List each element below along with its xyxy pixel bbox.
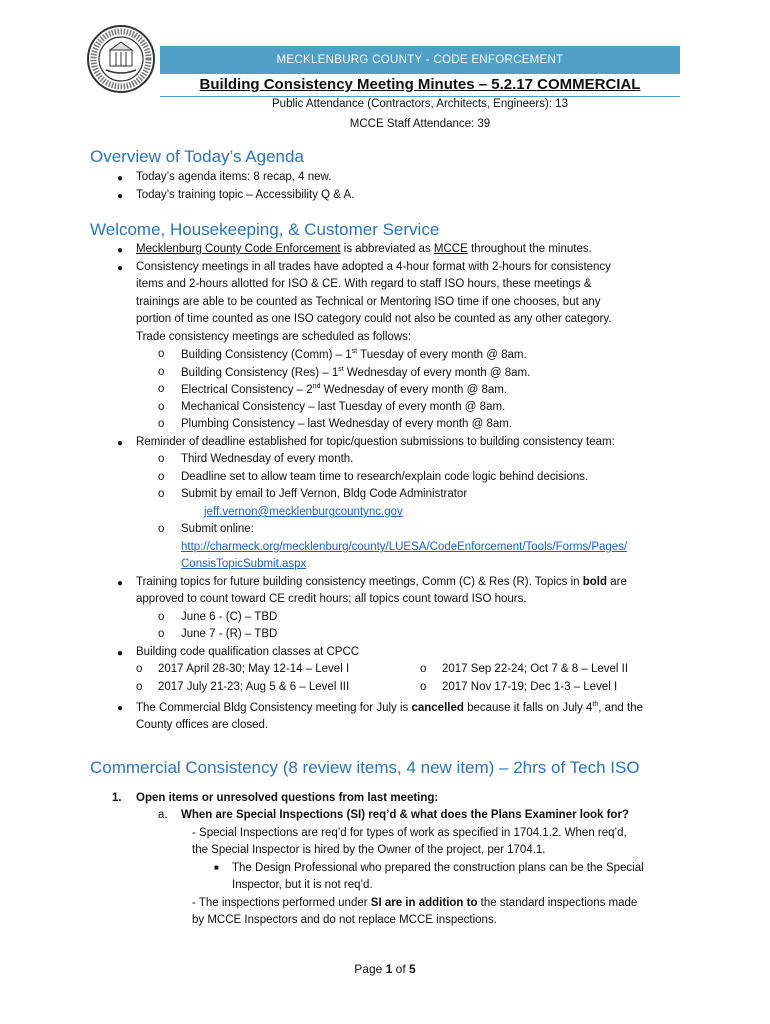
bullet-icon: ●: [117, 578, 124, 589]
answer-line: Inspector, but it is not req’d.: [232, 879, 373, 891]
page-footer: Page 1 of 5: [354, 962, 416, 976]
answer-line: The Design Professional who prepared the construction plans can be the Special: [232, 862, 644, 874]
sub-bullet-icon: o: [136, 681, 143, 693]
july-cancellation-text: County offices are closed.: [136, 719, 269, 731]
paragraph-line: Consistency meetings in all trades have adopted a 4-hour format with 2-hours for consistency: [136, 261, 611, 273]
class-item: 2017 Sep 22-24; Oct 7 & 8 – Level II: [442, 663, 629, 675]
paragraph-line: Trade consistency meetings are scheduled as follows:: [136, 331, 412, 343]
sub-bullet-icon: o: [420, 681, 427, 693]
county-seal-logo: [86, 24, 156, 94]
answer-line: - Special Inspections are req’d for types of work as specified in 1704.1.2. When req’d,: [192, 827, 627, 839]
answer-line: the Special Inspector is hired by the Owner of the project, per 1704.1.: [192, 844, 546, 856]
public-attendance: Public Attendance (Contractors, Architects, Engineers): 13: [272, 98, 568, 110]
schedule-item: Electrical Consistency – 2nd Wednesday of every month @ 8am.: [181, 383, 508, 396]
answer-line: - The inspections performed under SI are in addition to the standard inspections made: [192, 897, 638, 909]
submission-url-link[interactable]: http://charmeck.org/mecklenburg/county/LUESA/CodeEnforcement/Tools/Forms/Pages/: [181, 541, 628, 553]
sub-bullet-icon: o: [158, 401, 165, 413]
class-item: 2017 April 28-30; May 12-14 – Level I: [158, 663, 350, 675]
mcce-abbreviation-text: Mecklenburg County Code Enforcement is abbreviated as MCCE throughout the minutes.: [136, 243, 592, 255]
welcome-heading: Welcome, Housekeeping, & Customer Service: [90, 220, 440, 239]
header-banner: MECKLENBURG COUNTY - CODE ENFORCEMENT: [160, 46, 680, 74]
item-letter: a.: [158, 809, 168, 821]
sub-bullet-icon: o: [158, 628, 165, 640]
bullet-icon: ●: [117, 173, 124, 184]
sub-bullet-icon: o: [158, 383, 165, 395]
schedule-item: Building Consistency (Res) – 1st Wednesday of every month @ 8am.: [181, 366, 531, 379]
paragraph-line: portion of time counted as one ISO category could not also be counted as any other category.: [136, 313, 612, 325]
submit-online-label: Submit online:: [181, 523, 254, 535]
deadline-item: Deadline set to allow team time to research/explain code logic behind decisions.: [181, 471, 589, 483]
sub-bullet-icon: o: [136, 663, 143, 675]
bullet-icon: ●: [117, 263, 124, 274]
bullet-icon: ●: [117, 703, 124, 714]
july-cancellation-text: The Commercial Bldg Consistency meeting for July is cancelled because it falls on July 4th, and the: [136, 701, 643, 714]
sub-bullet-icon: o: [158, 453, 165, 465]
email-link[interactable]: jeff.vernon@mecklenburgcountync.gov: [204, 506, 403, 518]
bullet-icon: ●: [117, 191, 124, 202]
bullet-icon: ●: [117, 245, 124, 256]
title-divider: [160, 96, 680, 97]
deadline-reminder: Reminder of deadline established for topic/question submissions to building consistency team:: [136, 436, 615, 448]
sub-bullet-icon: o: [158, 348, 165, 360]
training-topics-text: Training topics for future building consistency meetings, Comm (C) & Res (R). Topics in bold are: [136, 576, 627, 588]
bullet-icon: ●: [117, 438, 124, 449]
sub-bullet-icon: o: [158, 611, 165, 623]
bullet-icon: ●: [117, 648, 124, 659]
schedule-item: Plumbing Consistency – last Wednesday of every month @ 8am.: [181, 418, 513, 430]
paragraph-line: items and 2-hours allotted for ISO & CE. With regard to staff ISO hours, these meetings &: [136, 278, 592, 290]
deadline-item: Submit by email to Jeff Vernon, Bldg Code Administrator: [181, 488, 468, 500]
sub-bullet-icon: o: [420, 663, 427, 675]
paragraph-line: trainings are able to be counted as Technical or Mentoring ISO time if one chooses, but any: [136, 296, 601, 308]
training-topic-item: June 6 - (C) – TBD: [181, 611, 278, 623]
overview-item: Today’s training topic – Accessibility Q & A.: [136, 189, 355, 201]
commercial-heading: Commercial Consistency (8 review items, 4 new item) – 2hrs of Tech ISO: [90, 758, 640, 777]
sub-bullet-icon: o: [158, 418, 165, 430]
submission-url-link-continued[interactable]: ConsisTopicSubmit.aspx: [181, 558, 307, 570]
open-items-heading: Open items or unresolved questions from last meeting:: [136, 792, 439, 804]
overview-item: Today’s agenda items: 8 recap, 4 new.: [136, 171, 332, 183]
sub-bullet-icon: o: [158, 366, 165, 378]
class-item: 2017 Nov 17-19; Dec 1-3 – Level I: [442, 681, 618, 693]
item-number: 1.: [112, 792, 122, 804]
answer-line: by MCCE Inspectors and do not replace MCCE inspections.: [192, 914, 497, 926]
special-inspections-question: When are Special Inspections (SI) req’d & what does the Plans Examiner look for?: [181, 809, 629, 821]
schedule-item: Mechanical Consistency – last Tuesday of every month @ 8am.: [181, 401, 506, 413]
deadline-item: Third Wednesday of every month.: [181, 453, 354, 465]
sub-bullet-icon: o: [158, 523, 165, 535]
cpcc-classes-text: Building code qualification classes at CPCC: [136, 646, 360, 658]
overview-heading: Overview of Today’s Agenda: [90, 147, 304, 166]
training-topics-text: approved to count toward CE credit hours; all topics count toward ISO hours.: [136, 593, 527, 605]
document-title: Building Consistency Meeting Minutes – 5.2.17 COMMERCIAL: [199, 76, 641, 93]
class-item: 2017 July 21-23; Aug 5 & 6 – Level III: [158, 681, 350, 693]
sub-bullet-icon: o: [158, 471, 165, 483]
training-topic-item: June 7 - (R) – TBD: [181, 628, 278, 640]
staff-attendance: MCCE Staff Attendance: 39: [349, 118, 491, 130]
square-bullet-icon: ■: [214, 863, 219, 872]
schedule-item: Building Consistency (Comm) – 1st Tuesday of every month @ 8am.: [181, 348, 527, 361]
sub-bullet-icon: o: [158, 488, 165, 500]
